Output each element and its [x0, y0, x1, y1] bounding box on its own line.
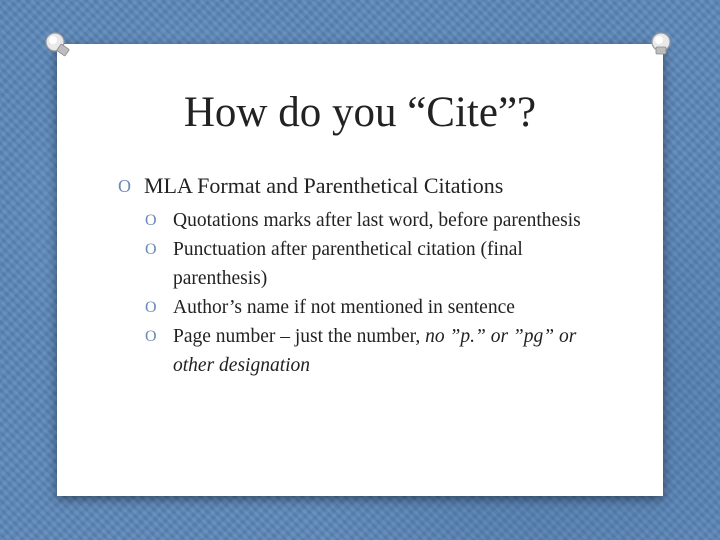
list-item: [145, 235, 615, 293]
bullet-marker: O: [145, 299, 157, 316]
main-bullet-text: MLA Format and Parenthetical Citations: [144, 173, 504, 198]
bullet-marker: O: [145, 328, 157, 345]
list-item: [145, 293, 615, 322]
list-item: [145, 322, 615, 380]
pushpin-icon: [646, 30, 676, 60]
sub-bullet-list: [145, 206, 615, 380]
slide-title: How do you “Cite”?: [183, 89, 537, 136]
list-item-text: Author’s name if not mentioned in sentence: [173, 297, 515, 318]
list-item: [145, 206, 615, 235]
list-item-text: Page number – just the number,: [173, 326, 426, 347]
bullet-marker: O: [118, 176, 131, 196]
pushpin-icon: [44, 30, 74, 60]
list-item-text: Quotations marks after last word, before parenthesis: [173, 210, 581, 231]
list-item-italic-text: no ”p.” or ”pg” or other designation: [173, 326, 577, 376]
bullet-marker: O: [145, 241, 157, 258]
list-item-text: Punctuation after parenthetical citation (final parenthesis): [173, 239, 523, 289]
bullet-marker: O: [145, 212, 157, 229]
